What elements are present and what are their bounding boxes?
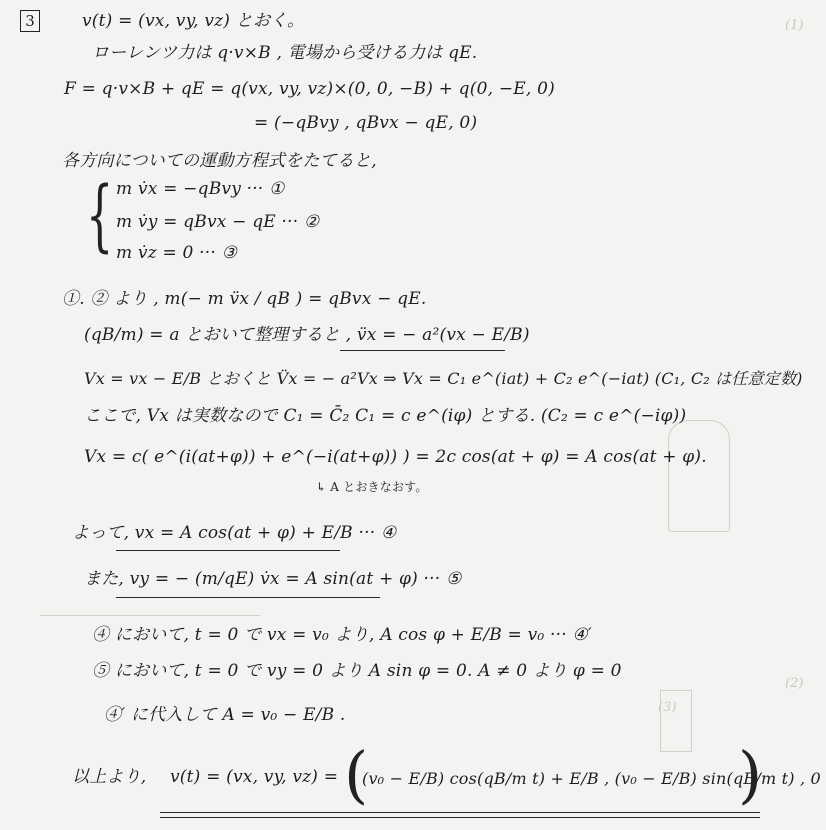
- final-double-underline: [160, 817, 760, 818]
- line-equations-intro: 各方向についての運動方程式をたてると,: [62, 151, 377, 171]
- line-lorentz-force: ローレンツ力は q·v×B , 電場から受ける力は qE.: [92, 43, 478, 63]
- line-final-lhs: v(t) = (vx, vy, vz) =: [170, 767, 339, 787]
- line-conclusion-label: 以上より,: [72, 767, 147, 787]
- line-force-components: = (−qBvy , qBvx − qE, 0): [254, 113, 478, 133]
- problem-number-box: 3: [20, 10, 40, 32]
- equation-1: m v̇x = −qBvy ··· ①: [116, 179, 285, 199]
- bleed-through-mark: (2): [785, 676, 804, 691]
- line-initial-vy: ⑤ において, t = 0 で vy = 0 より A sin φ = 0. A ≠ 0 より φ = 0: [92, 661, 622, 681]
- line-vx-result: よって, vx = A cos(at + φ) + E/B ··· ④: [72, 523, 397, 543]
- line-final-answer: (v₀ − E/B) cos(qB/m t) + E/B , (v₀ − E/B) sin(qB/m t) , 0: [362, 769, 821, 788]
- underline: [340, 350, 505, 351]
- bleed-through-mark: (3): [658, 700, 677, 715]
- line-cos-form: Vx = c( e^(i(at+φ)) + e^(−i(at+φ)) ) = 2c cos(at + φ) = A cos(at + φ).: [84, 447, 707, 467]
- line-vy-result: また, vy = − (m/qE) v̇x = A sin(at + φ) ··· ⑤: [84, 569, 462, 589]
- final-double-underline: [160, 812, 760, 813]
- final-open-paren: (: [344, 738, 369, 811]
- line-total-force: F = q·v×B + qE = q(vx, vy, vz)×(0, 0, −B) + q(0, −E, 0): [64, 79, 555, 99]
- equation-3: m v̇z = 0 ··· ③: [116, 243, 238, 263]
- note-redefine-a: ↳ A とおきなおす。: [316, 480, 428, 494]
- line-solve-a: ④′ に代入して A = v₀ − E/B .: [104, 705, 346, 725]
- line-real-condition: ここで, Vx は実数なので C₁ = C̄₂ C₁ = c e^(iφ) とする. (C₂ = c e^(−iφ)): [84, 406, 687, 426]
- bleed-through-mark: (1): [785, 18, 804, 33]
- bleed-through-box: [660, 690, 692, 752]
- underline: [116, 597, 380, 598]
- equation-brace: {: [86, 171, 114, 261]
- line-initial-vx: ④ において, t = 0 で vx = v₀ より, A cos φ + E/B = v₀ ··· ④′: [92, 625, 592, 645]
- final-close-paren: ): [738, 738, 763, 811]
- line-velocity-def: v(t) = (vx, vy, vz) とおく。: [82, 11, 305, 31]
- line-define-a: (qB/m) = a とおいて整理すると , v̈x = − a²(vx − E/B): [84, 325, 530, 345]
- line-combine-1-2: ①. ② より , m(− m v̈x / qB ) = qBvx − qE.: [62, 289, 427, 309]
- equation-2: m v̇y = qBvx − qE ··· ②: [116, 212, 320, 232]
- underline: [116, 550, 340, 551]
- bleed-through-box: [668, 420, 730, 532]
- bleed-through-line: [40, 615, 260, 616]
- line-general-solution: Vx = vx − E/B とおくと V̈x = − a²Vx ⇒ Vx = C₁ e^(iat) + C₂ e^(−iat) (C₁, C₂ は任意定数): [84, 369, 803, 388]
